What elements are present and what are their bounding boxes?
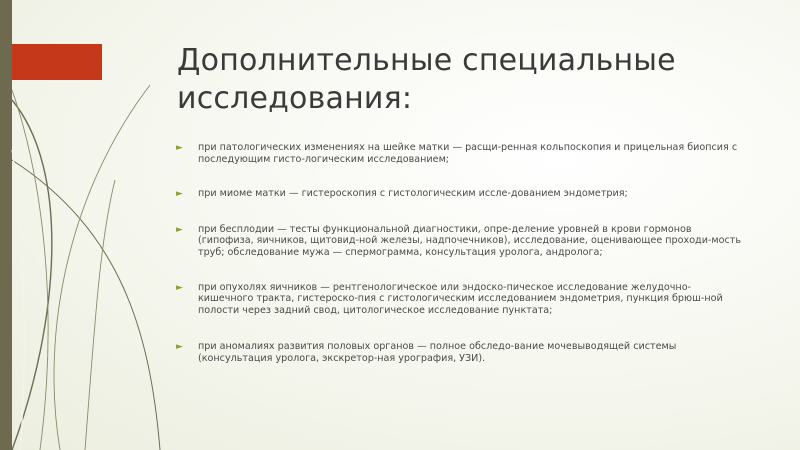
list-item-text: при бесплодии — тесты функциональной диагностики, опре-деление уровней в крови гормонов (гипофиза, яичников, щитовид-ной железы, надпочечников), исследование, оценивающее проходи-мость труб; обследование мужа — спермограмма, консультация уролога, андролога; [198,223,742,258]
slide-title: Дополнительные специальные исследования: [177,43,676,116]
bullet-arrow-icon: ► [176,143,183,153]
list-item-text: при опухолях яичников — рентгенологическое или эндоско-пическое исследование желудочно-кишечного тракта, гистероско-пия с гистологическим исследованием эндометрия, пункция брюш-ной полости через задний свод, цитологическое исследование пунктата; [198,281,723,316]
bullet-arrow-icon: ► [176,342,183,353]
list-item [176,224,746,259]
title-accent-block [12,44,102,80]
bullet-arrow-icon: ► [176,224,183,235]
list-item-text: при миоме матки — гистероскопия с гистологическим иссле-дованием эндометрия; [198,188,628,200]
bullet-list [176,142,746,365]
bullet-arrow-icon: ► [176,282,183,293]
list-item [176,341,746,364]
bullet-arrow-icon: ► [176,189,183,200]
list-item [176,142,746,165]
left-sidebar-bar [0,0,12,450]
list-item [176,188,746,200]
list-item-text: при патологических изменениях на шейке матки — расщи-ренная кольпоскопия и прицельная биопсия с последующим гисто-логическим исследованием; [198,142,738,165]
list-item-text: при аномалиях развития половых органов — полное обследо-вание мочевыводящей системы (консультация уролога, экскретор-ная урография, УЗИ). [198,341,677,364]
list-item [176,282,746,317]
